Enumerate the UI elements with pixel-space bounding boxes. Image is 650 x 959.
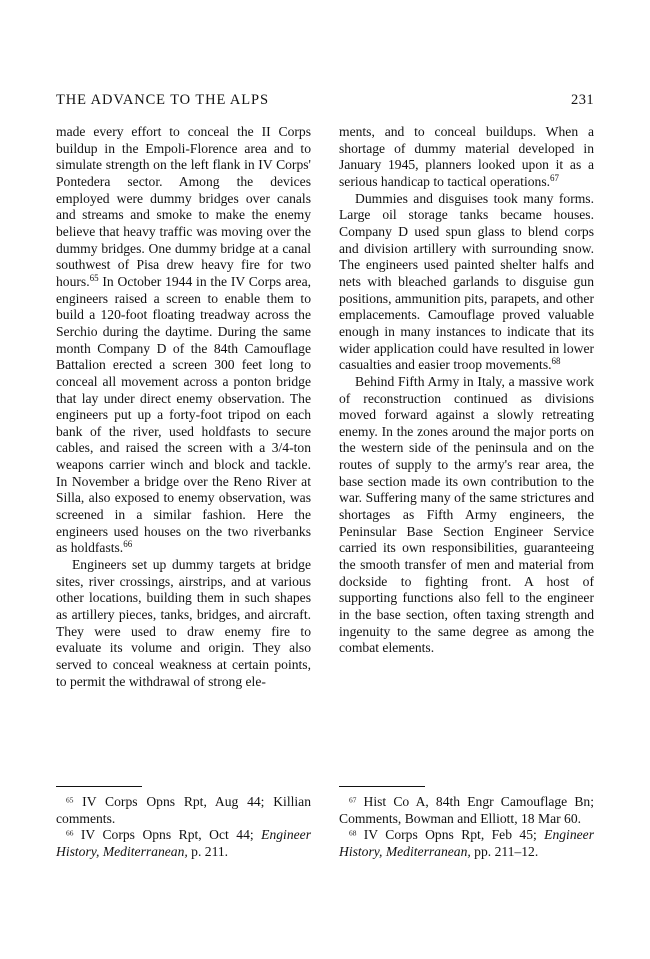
paragraph: Dummies and disguises took many forms. Large oil storage tanks became houses. Company D used spun glass to blend corps and division artillery with surrounding snow. The engineers used painted shelter halfs and nets with bleached garlands to disguise gun positions, ammunition pits, parapets, and other emplacements. Camouflage proved valuable enough in many instances to indicate that its wider application could have resulted in lower casualties and easier troop movements.$^{68}$ — [339, 190, 594, 373]
footnotes-left — [56, 786, 311, 861]
paragraph: ments, and to conceal buildups. When a shortage of dummy material developed in January 1945, planners looked upon it as a serious handicap to tactical operations.$^{67}$ — [339, 124, 594, 189]
page-title: THE ADVANCE TO THE ALPS — [56, 92, 269, 108]
paragraph: Engineers set up dummy targets at bridge sites, river crossings, airstrips, and at various other locations, building them in such shapes as artillery pieces, tanks, bridges, and aircraft. They were used to draw enemy fire to evaluate its volume and origin. They also served to conceal weakness at certain points, to permit the withdrawal of strong ele- — [56, 557, 311, 689]
page-number: 231 — [571, 92, 594, 108]
paragraph: Behind Fifth Army in Italy, a massive work of reconstruction continued as divisions moved forward against a slowly retreating enemy. In the zones around the major ports on the western side of the peninsula and on the routes of supply to the army's rear area, the base section made its own contribution to the war. Suffering many of the same strictures and shortages as Fifth Army engineers, the Peninsular Base Section Engineer Service carried its own responsibilities, guaranteeing the smooth transfer of men and material from dockside to fighting front. A host of supporting functions also fell to the engineer in the base section, often taxing strength and ingenuity to the same degree as among the combat elements. — [339, 373, 594, 656]
footnotes-right — [339, 786, 594, 861]
footnote-rule — [56, 786, 142, 787]
footnote-rule — [339, 786, 425, 787]
footnotes — [56, 786, 594, 861]
footnote: $^{65}$ IV Corps Opns Rpt, Aug 44; Killian comments. — [56, 794, 311, 826]
right-column — [339, 124, 594, 690]
footnote: $^{67}$ Hist Co A, 84th Engr Camouflage Bn; Comments, Bowman and Elliott, 18 Mar 60. — [339, 794, 594, 826]
body-columns — [56, 124, 594, 690]
footnote: $^{68}$ IV Corps Opns Rpt, Feb 45; Engineer History, Mediterranean, pp. 211–12. — [339, 827, 594, 859]
footnote: $^{66}$ IV Corps Opns Rpt, Oct 44; Engineer History, Mediterranean, p. 211. — [56, 827, 311, 859]
running-head — [56, 92, 594, 109]
left-column — [56, 124, 311, 690]
paragraph: made every effort to conceal the II Corps buildup in the Empoli-Florence area and to simulate strength on the left flank in IV Corps' Pontedera sector. Among the devices employed were dummy bridges over canals and streams and smoke to make the enemy believe that heavy traffic was moving over the dummy bridges. One dummy bridge at a canal southwest of Pisa drew heavy fire for two hours.$^{65}$ In October 1944 in the IV Corps area, engineers raised a screen to enable them to build a 120-foot floating treadway across the Serchio during the daytime. During the same month Company D of the 84th Camouflage Battalion erected a screen 300 feet long to conceal all movement across a ponton bridge that lay under direct enemy observation. The engineers put up a forty-foot tripod on each bank of the river, used holdfasts to secure cables, and raised the screen with a 3/4-ton weapons carrier winch and block and tackle. In November a bridge over the Reno River at Silla, also exposed to enemy observation, was screened in a similar fashion. Here the engineers used houses on the two riverbanks as holdfasts.$^{66}$ — [56, 124, 311, 556]
